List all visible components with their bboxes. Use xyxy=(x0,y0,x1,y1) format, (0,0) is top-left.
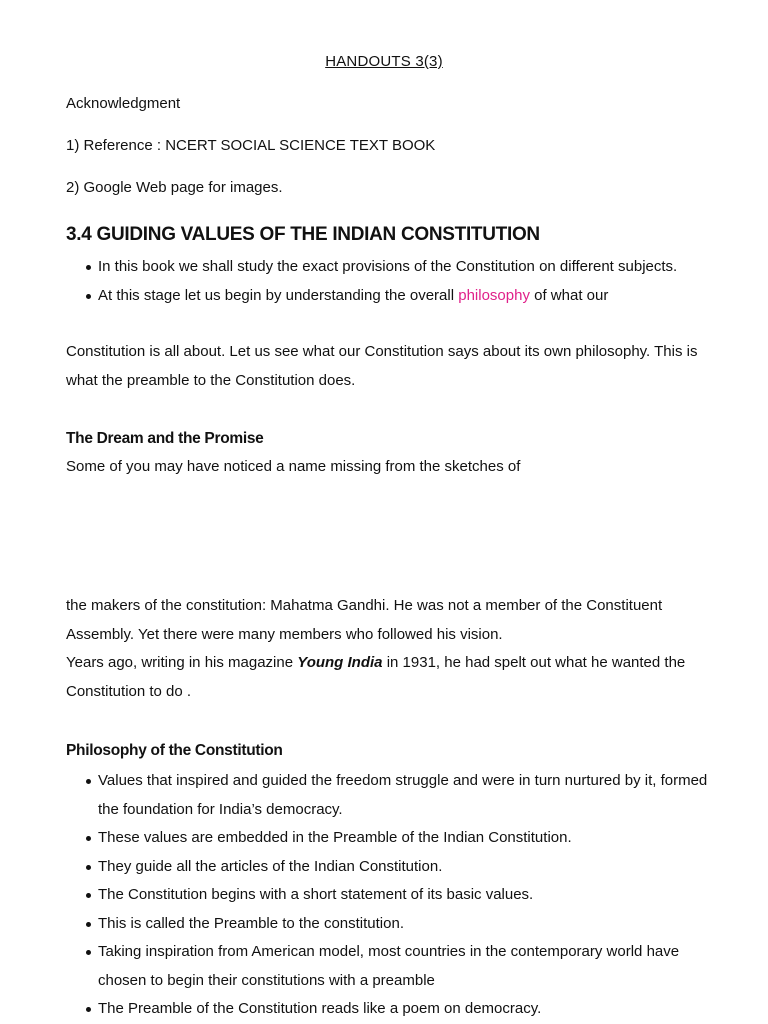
section-heading-3-4: 3.4 GUIDING VALUES OF THE INDIAN CONSTITUTION xyxy=(66,224,540,245)
young-india-title: Young India xyxy=(297,654,383,671)
list-item xyxy=(66,995,716,1024)
young-india-text-start: Years ago, writing in his magazine xyxy=(66,654,298,671)
list-item xyxy=(66,910,716,939)
list-item xyxy=(66,253,716,282)
list-item xyxy=(66,881,716,910)
bullet-text: They guide all the articles of the Indian Constitution. xyxy=(98,857,443,875)
dream-promise-heading: The Dream and the Promise xyxy=(66,430,264,447)
gandhi-paragraph xyxy=(66,592,716,706)
bullet-text-end: of what our xyxy=(529,286,609,304)
reference-line-2: 2) Google Web page for images. xyxy=(66,179,283,196)
bullet-text: The Preamble of the Constitution reads like a poem on democracy. xyxy=(98,1000,542,1017)
young-india-text-end: in 1931, he had spelt out what he wanted the Constitution to do . xyxy=(66,654,686,700)
reference-line-1: 1) Reference : NCERT SOCIAL SCIENCE TEXT BOOK xyxy=(66,137,436,154)
guiding-values-list xyxy=(66,253,716,310)
bullet-text: These values are embedded in the Preamble of the Indian Constitution. xyxy=(98,829,572,846)
list-item xyxy=(66,824,716,853)
list-item xyxy=(66,938,716,995)
dream-paragraph-line: Some of you may have noticed a name missing from the sketches of xyxy=(66,458,521,475)
list-item xyxy=(66,282,716,311)
bullet-text: Taking inspiration from American model, most countries in the contemporary world have chosen to begin their constitutions with a preamble xyxy=(98,943,680,989)
acknowledgment-heading: Acknowledgment xyxy=(66,95,181,112)
list-item xyxy=(66,853,716,882)
gandhi-text: the makers of the constitution: Mahatma Gandhi. He was not a member of the Constituent Assembly. Yet there were many members who followed his vision. xyxy=(66,597,663,643)
bullet-text: This is called the Preamble to the constitution. xyxy=(98,914,404,932)
guiding-values-continuation: Constitution is all about. Let us see what our Constitution says about its own philosophy. This is what the preamble to the Constitution does. xyxy=(66,343,698,389)
bullet-text: Values that inspired and guided the freedom struggle and were in turn nurtured by it, formed the foundation for India’s democracy. xyxy=(98,772,708,818)
list-item xyxy=(66,767,716,824)
philosophy-highlight: philosophy xyxy=(458,286,530,304)
bullet-text: The Constitution begins with a short statement of its basic values. xyxy=(98,886,534,903)
bullet-text: In this book we shall study the exact provisions of the Constitution on different subjects. xyxy=(98,258,678,275)
handout-title: HANDOUTS 3(3) xyxy=(325,53,443,70)
philosophy-heading: Philosophy of the Constitution xyxy=(66,742,283,759)
bullet-text-start: At this stage let us begin by understanding the overall xyxy=(98,286,459,304)
philosophy-list xyxy=(66,767,716,1024)
